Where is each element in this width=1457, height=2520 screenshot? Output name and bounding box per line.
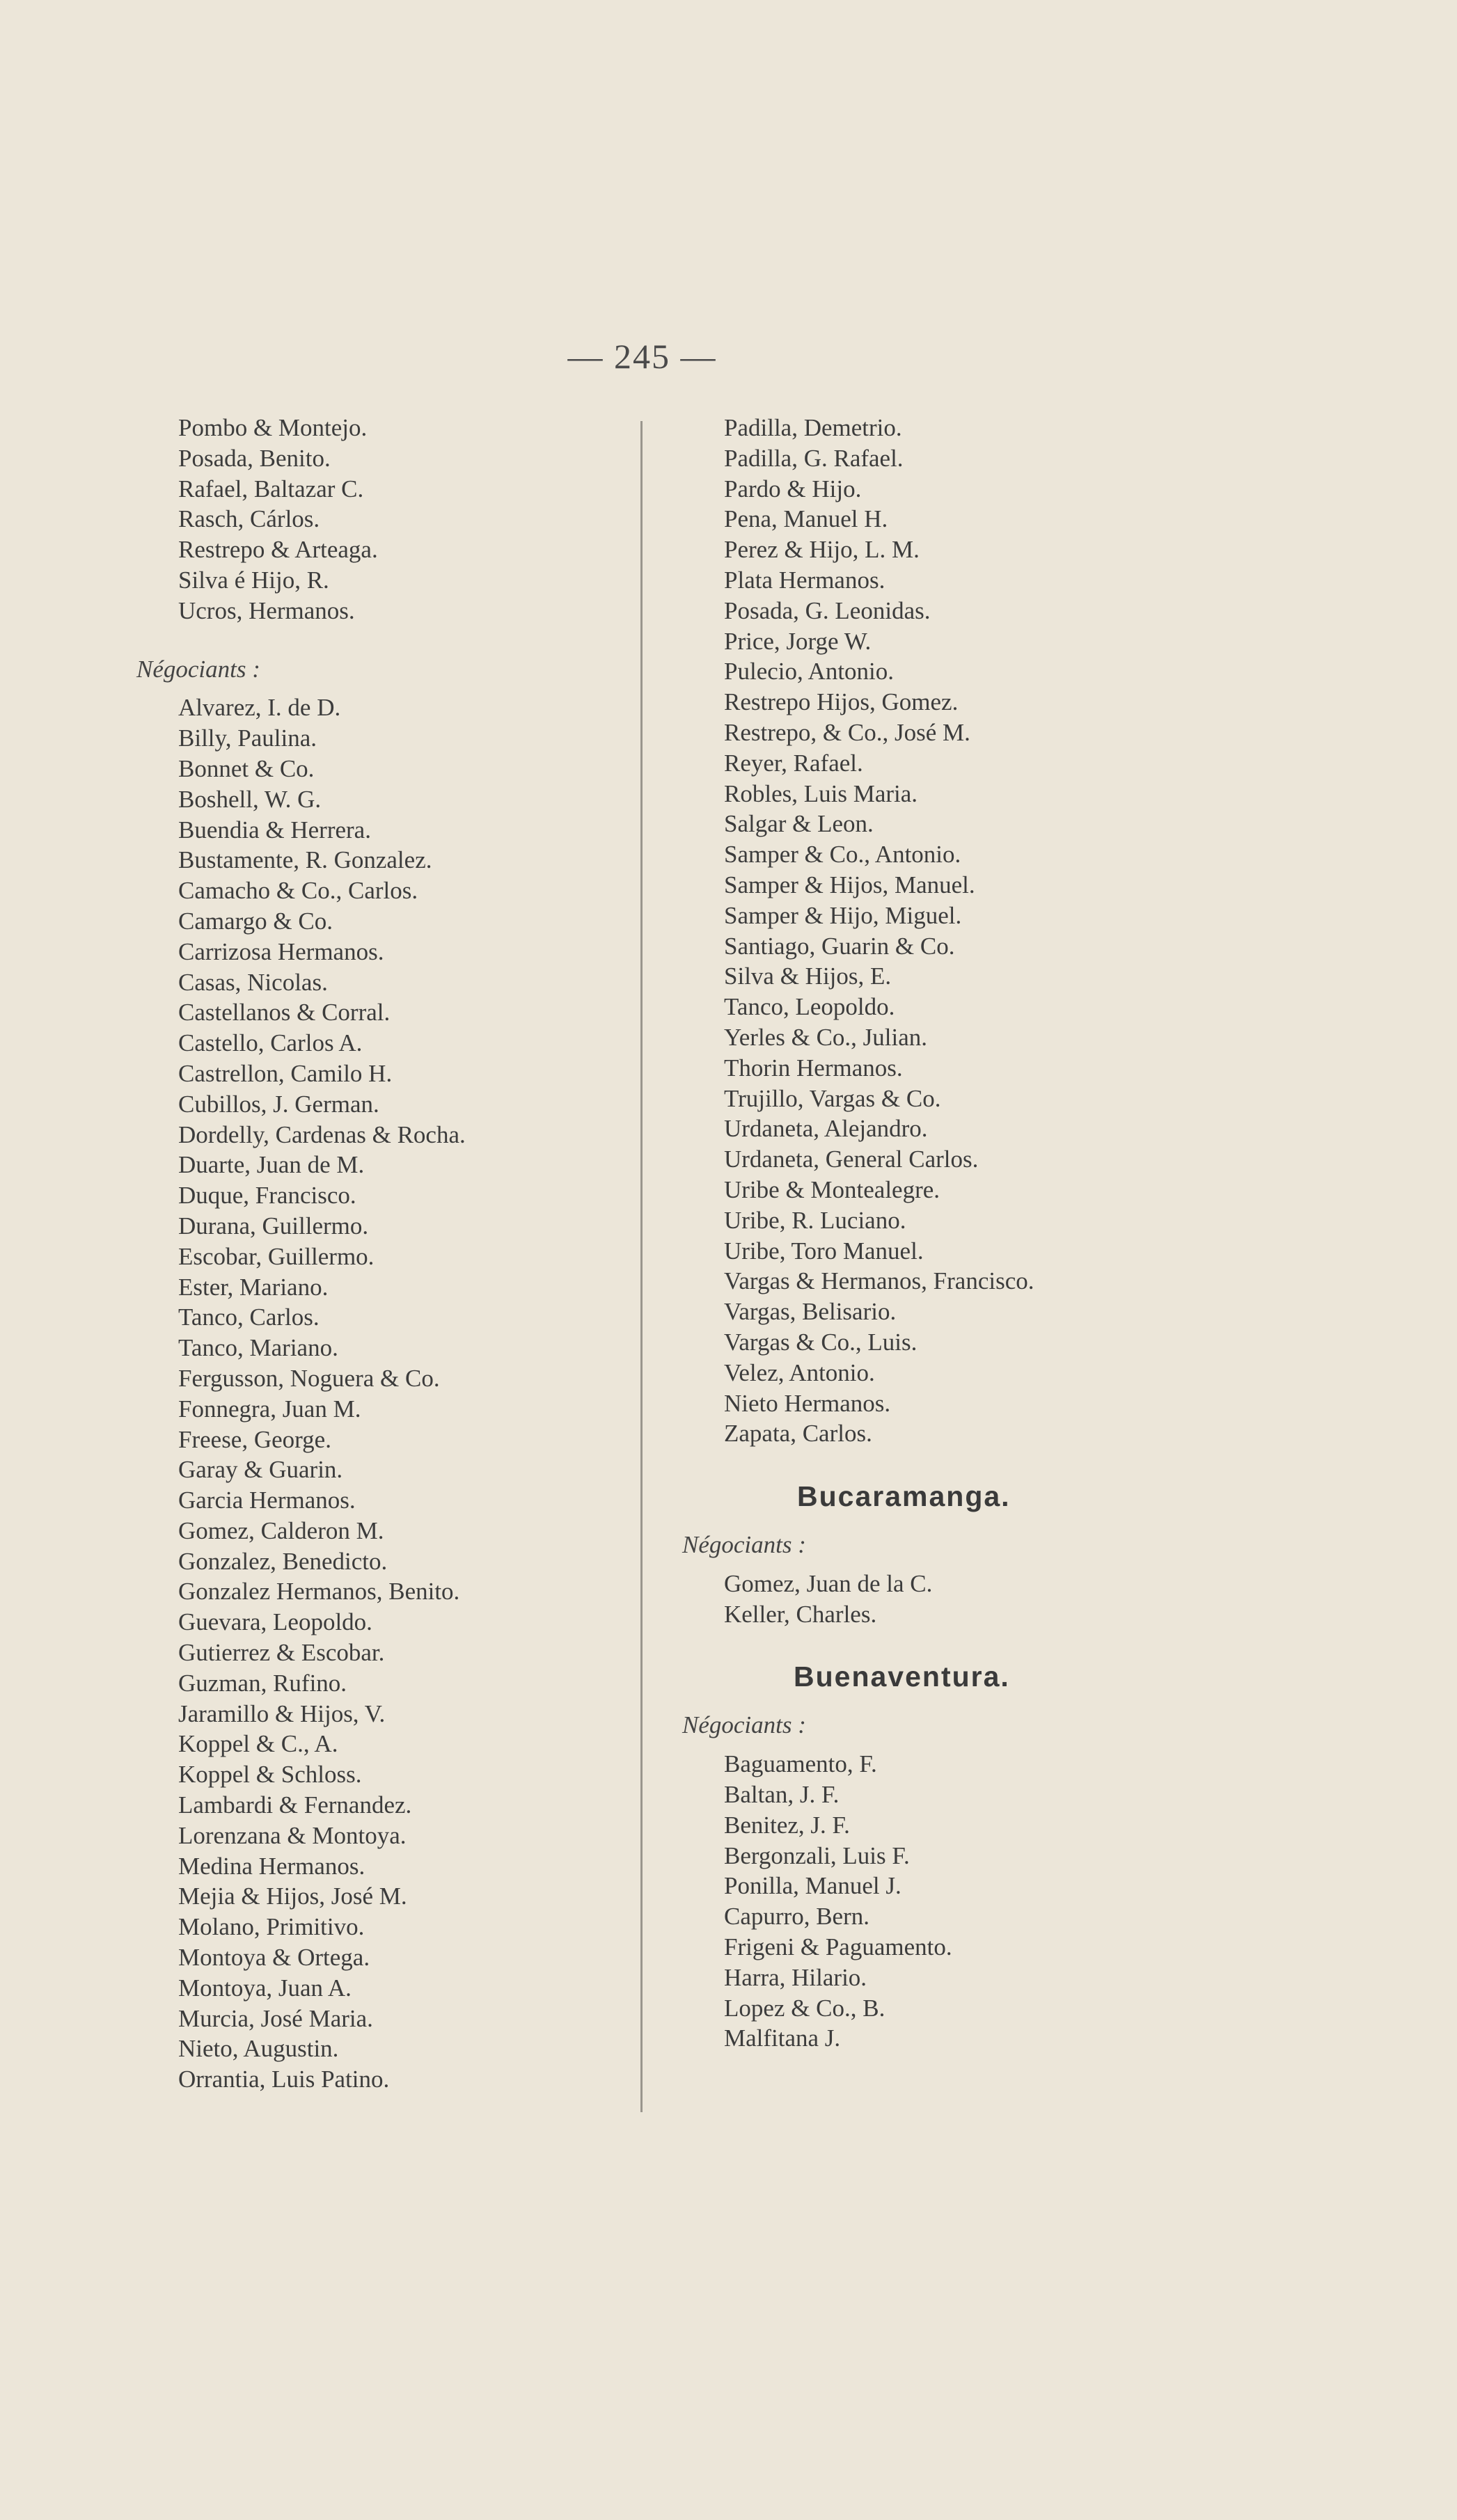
list-item: Urdaneta, General Carlos. [724,1146,979,1173]
list-item: Garay & Guarin. [178,1456,343,1484]
list-item: Rafael, Baltazar C. [178,475,364,502]
spacer [724,1741,1337,1749]
list-item: Tanco, Mariano. [178,1334,338,1362]
negociants-label: Négociants : [682,1711,806,1739]
list-item: Medina Hermanos. [178,1852,365,1880]
list-item: Samper & Co., Antonio. [724,841,961,869]
list-item: Guzman, Rufino. [178,1669,347,1697]
list-item: Pombo & Montejo. [178,414,368,441]
list-item: Bonnet & Co. [178,754,315,782]
list-item: Lorenzana & Montoya. [178,1821,407,1849]
list-item: Price, Jorge W. [724,627,872,655]
list-item: Perez & Hijo, L. M. [724,536,920,564]
list-item: Lambardi & Fernandez. [178,1791,412,1819]
list-item: Durana, Guillermo. [178,1212,369,1239]
list-item: Zapata, Carlos. [724,1420,872,1448]
list-item: Trujillo, Vargas & Co. [724,1084,941,1112]
left-top-list [178,413,624,626]
list-item: Malfitana J. [724,2024,841,2052]
list-item: Koppel & Schloss. [178,1761,362,1789]
list-item: Posada, G. Leonidas. [724,596,931,624]
list-item: Yerles & Co., Julian. [724,1023,928,1051]
list-item: Koppel & C., A. [178,1730,338,1758]
list-item: Reyer, Rafael. [724,749,863,777]
page-number: — 245 — [567,337,717,376]
list-item: Lopez & Co., B. [724,1994,885,2022]
list-item: Restrepo, & Co., José M. [724,718,970,746]
right-column [682,413,1337,2054]
list-item: Mejia & Hijos, José M. [178,1883,407,1910]
list-item: Capurro, Bern. [724,1903,869,1931]
list-item: Harra, Hilario. [724,1963,867,1991]
list-item: Samper & Hijo, Miguel. [724,901,962,929]
list-item: Padilla, G. Rafael. [724,444,904,472]
list-item: Robles, Luis Maria. [724,779,918,807]
list-item: Baguamento, F. [724,1750,877,1778]
list-item: Urdaneta, Alejandro. [724,1115,928,1143]
spacer [724,1560,1337,1569]
list-item: Escobar, Guillermo. [178,1242,375,1270]
spacer [178,684,624,692]
list-item: Rasch, Cárlos. [178,505,320,533]
list-item: Uribe, Toro Manuel. [724,1237,924,1265]
list-item: Freese, George. [178,1425,331,1453]
list-item: Pardo & Hijo. [724,475,862,502]
list-item: Nieto Hermanos. [724,1389,891,1417]
list-item: Restrepo & Arteaga. [178,536,378,564]
list-item: Molano, Primitivo. [178,1913,365,1941]
list-item: Castello, Carlos A. [178,1029,363,1057]
list-item: Plata Hermanos. [724,566,885,594]
list-item: Cubillos, J. German. [178,1090,379,1118]
list-item: Gonzalez Hermanos, Benito. [178,1578,460,1606]
list-item: Duarte, Juan de M. [178,1151,365,1179]
list-item: Bergonzali, Luis F. [724,1841,910,1869]
list-item: Tanco, Leopoldo. [724,993,895,1021]
left-column [136,413,624,2095]
list-item: Alvarez, I. de D. [178,694,341,722]
list-item: Baltan, J. F. [724,1781,840,1809]
list-item: Uribe & Montealegre. [724,1175,940,1203]
list-item: Frigeni & Paguamento. [724,1933,952,1961]
list-item: Duque, Francisco. [178,1182,356,1210]
left-negociants-list [178,692,624,2095]
list-item: Ucros, Hermanos. [178,596,355,624]
list-item: Guevara, Leopoldo. [178,1608,372,1636]
section-heading-buenaventura: Buenaventura. [794,1661,1010,1693]
list-item: Fergusson, Noguera & Co. [178,1364,440,1392]
list-item: Castellanos & Corral. [178,999,391,1027]
list-item: Dordelly, Cardenas & Rocha. [178,1120,466,1148]
list-item: Garcia Hermanos. [178,1487,356,1514]
list-item: Padilla, Demetrio. [724,414,902,441]
list-item: Keller, Charles. [724,1600,877,1628]
list-item: Jaramillo & Hijos, V. [178,1699,386,1727]
section-heading-bucaramanga: Bucaramanga. [797,1480,1011,1513]
list-item: Gutierrez & Escobar. [178,1639,385,1667]
list-item: Fonnegra, Juan M. [178,1395,361,1423]
list-item: Pena, Manuel H. [724,505,888,533]
buenaventura-list [724,1749,1337,2054]
list-item: Buendia & Herrera. [178,816,371,843]
list-item: Gomez, Juan de la C. [724,1569,933,1597]
list-item: Vargas & Hermanos, Francisco. [724,1267,1034,1295]
list-item: Nieto, Augustin. [178,2035,339,2063]
list-item: Castrellon, Camilo H. [178,1059,393,1087]
list-item: Bustamente, R. Gonzalez. [178,846,432,874]
list-item: Thorin Hermanos. [724,1054,903,1081]
list-item: Tanco, Carlos. [178,1303,320,1331]
list-item: Pulecio, Antonio. [724,658,895,686]
spacer [178,626,624,654]
list-item: Silva é Hijo, R. [178,566,329,594]
list-item: Ester, Mariano. [178,1273,329,1301]
list-item: Restrepo Hijos, Gomez. [724,688,959,716]
list-item: Vargas, Belisario. [724,1298,897,1326]
list-item: Salgar & Leon. [724,810,874,838]
list-item: Gonzalez, Benedicto. [178,1547,388,1575]
list-item: Orrantia, Luis Patino. [178,2066,390,2093]
list-item: Boshell, W. G. [178,785,322,813]
bucaramanga-list [724,1569,1337,1630]
list-item: Uribe, R. Luciano. [724,1206,906,1234]
list-item: Camargo & Co. [178,907,333,935]
list-item: Casas, Nicolas. [178,968,328,996]
list-item: Montoya, Juan A. [178,1974,352,2002]
right-list [724,413,1337,1449]
list-item: Vargas & Co., Luis. [724,1328,917,1356]
list-item: Velez, Antonio. [724,1358,875,1386]
list-item: Benitez, J. F. [724,1811,850,1839]
list-item: Carrizosa Hermanos. [178,937,384,965]
list-item: Samper & Hijos, Manuel. [724,871,975,898]
list-item: Camacho & Co., Carlos. [178,877,418,905]
list-item: Santiago, Guarin & Co. [724,932,955,960]
list-item: Murcia, José Maria. [178,2004,373,2032]
list-item: Montoya & Ortega. [178,1944,370,1972]
list-item: Silva & Hijos, E. [724,962,892,990]
negociants-label: Négociants : [682,1531,806,1559]
list-item: Ponilla, Manuel J. [724,1872,901,1900]
list-item: Posada, Benito. [178,444,331,472]
column-divider [640,421,643,2112]
negociants-label: Négociants : [136,655,260,683]
list-item: Billy, Paulina. [178,724,317,752]
list-item: Gomez, Calderon M. [178,1516,384,1544]
